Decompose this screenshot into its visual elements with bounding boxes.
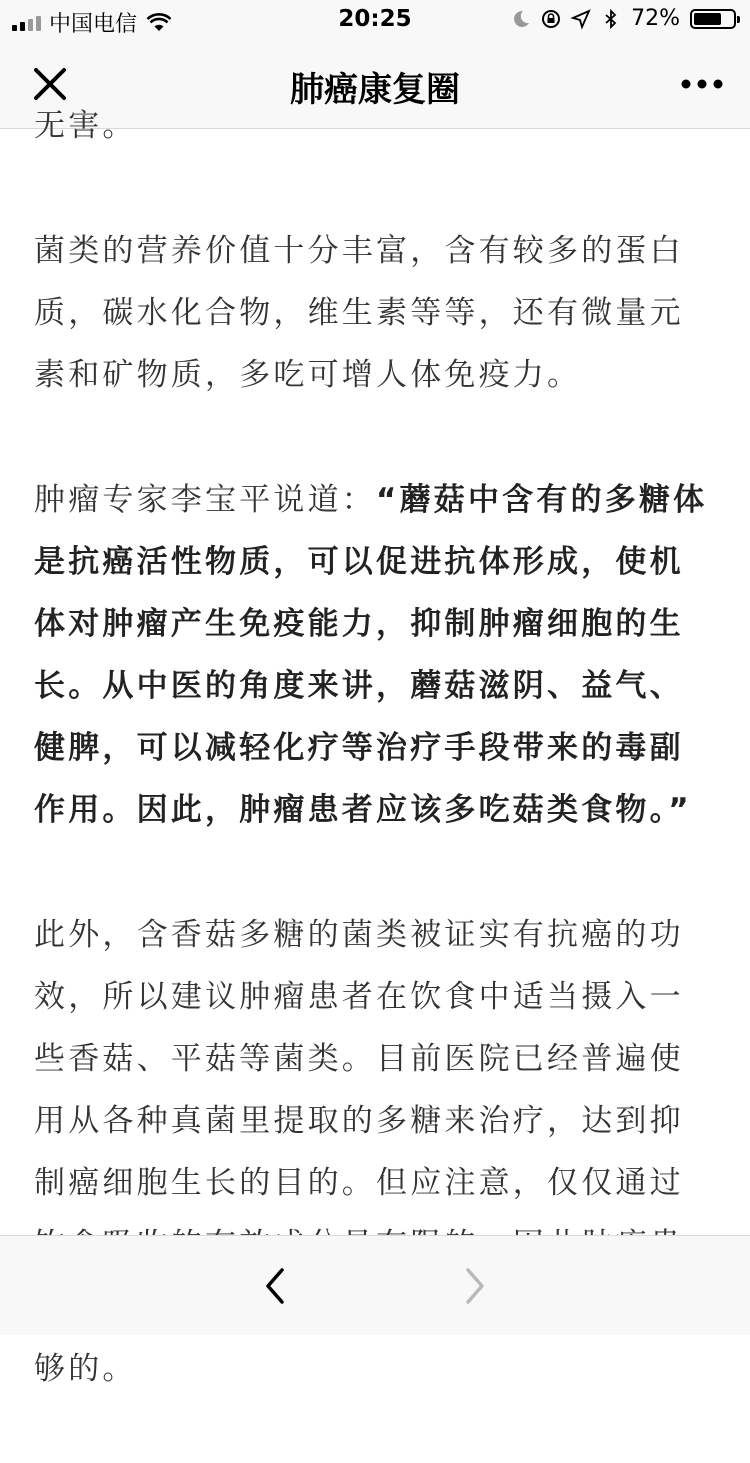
article-paragraph-1: 菌类的营养价值十分丰富，含有较多的蛋白质，碳水化合物，维生素等等，还有微量元素和矿物质，多吃可增人体免疫力。 bbox=[34, 233, 684, 393]
more-icon[interactable] bbox=[680, 72, 724, 96]
status-bar bbox=[0, 0, 750, 40]
location-icon bbox=[571, 9, 591, 29]
bottom-toolbar bbox=[0, 1235, 750, 1335]
article-scroll-area[interactable] bbox=[0, 108, 750, 1387]
paragraph-2-quote: “蘑菇中含有的多糖体是抗癌活性物质，可以促进抗体形成，使机体对肿瘤产生免疫能力，抑制肿瘤细胞的生长。从中医的角度来讲，蘑菇滋阴、益气、健脾，可以减轻化疗等治疗手段带来的毒副作用。因此，肿瘤患者应该多吃菇类食物。” bbox=[34, 482, 708, 828]
paragraph-2-lead: 肿瘤专家李宝平说道： bbox=[34, 482, 376, 518]
carrier-name: 中国电信 bbox=[49, 12, 138, 37]
chevron-left-icon[interactable] bbox=[260, 1266, 290, 1306]
article-partial-line: 无害。 bbox=[34, 108, 137, 144]
moon-icon bbox=[511, 9, 531, 29]
battery-fill bbox=[694, 13, 721, 25]
battery-cap bbox=[737, 16, 740, 23]
status-right bbox=[511, 6, 736, 31]
chevron-right-icon[interactable] bbox=[460, 1266, 490, 1306]
page-title: 肺癌康复圈 bbox=[290, 70, 460, 110]
status-time: 20:25 bbox=[338, 6, 412, 32]
rotation-lock-icon bbox=[541, 9, 561, 29]
bluetooth-icon bbox=[601, 9, 621, 29]
article-paragraph-3: 此外，含香菇多糖的菌类被证实有抗癌的功效，所以建议肿瘤患者在饮食中适当摄入一些香菇、平菇等菌类。目前医院已经普遍使用从各种真菌里提取的多糖来治疗，达到抑制癌细胞生长的目的。但应注意，仅仅通过 够的。 bbox=[34, 917, 684, 1387]
battery-icon bbox=[690, 9, 736, 29]
article-paragraph-2 bbox=[34, 469, 716, 841]
battery-percent: 72% bbox=[631, 6, 680, 31]
